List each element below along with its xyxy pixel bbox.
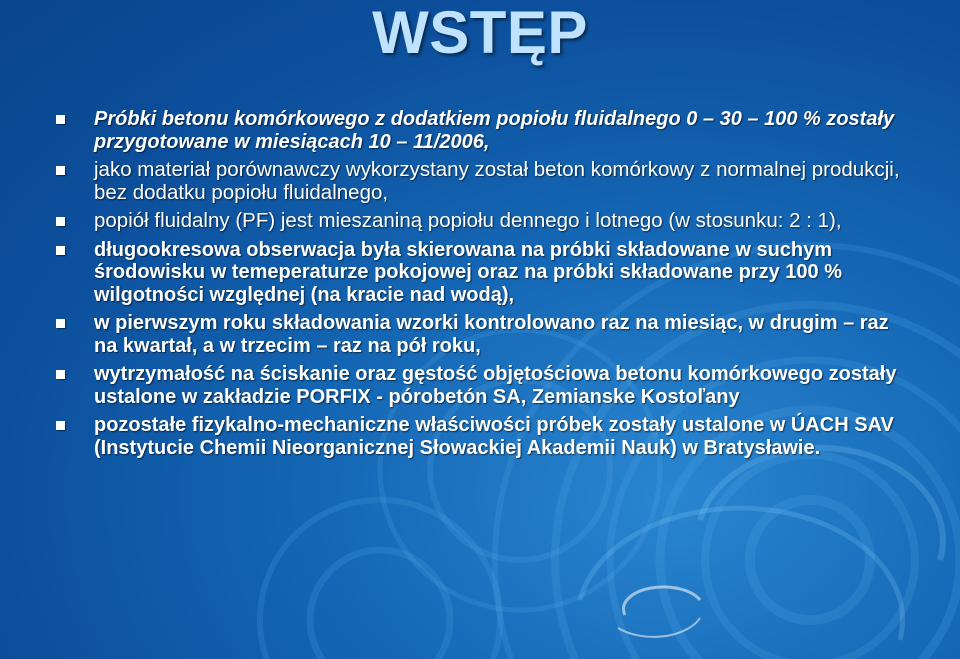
square-bullet-icon <box>56 421 65 430</box>
bullet-item <box>56 312 906 357</box>
square-bullet-icon <box>56 370 65 379</box>
bullet-item <box>56 363 906 408</box>
bullet-text: pozostałe fizykalno-mechaniczne właściwości próbek zostały ustalone w ÚACH SAV (Instytucie Chemii Nieorganicznej Słowackiej Akademii Nauk) w Bratysławie. <box>94 414 894 459</box>
bullet-list <box>56 108 906 465</box>
bullet-item <box>56 239 906 307</box>
bullet-item <box>56 159 906 204</box>
bullet-item <box>56 108 906 153</box>
square-bullet-icon <box>56 246 65 255</box>
bullet-text: w pierwszym roku składowania wzorki kontrolowano raz na miesiąc, w drugim – raz na kwartał, a w trzecim – raz na pół roku, <box>94 312 889 357</box>
square-bullet-icon <box>56 166 65 175</box>
bullet-text: długookresowa obserwacja była skierowana na próbki składowane w suchym środowisku w temeperaturze pokojowej oraz na próbki składowane przy 100 % wilgotności względnej (na kracie nad wodą), <box>94 238 842 306</box>
square-bullet-icon <box>56 217 65 226</box>
bullet-item <box>56 210 906 233</box>
bullet-text: jako materiał porównawczy wykorzystany został beton komórkowy z normalnej produkcji, bez dodatku popiołu fluidalnego, <box>94 158 900 204</box>
bullet-text: popiół fluidalny (PF) jest mieszaniną popiołu dennego i lotnego (w stosunku: 2 : 1), <box>94 209 842 232</box>
bullet-item <box>56 414 906 459</box>
slide-title: WSTĘP <box>372 0 588 66</box>
square-bullet-icon <box>56 115 65 124</box>
bullet-text: Próbki betonu komórkowego z dodatkiem popiołu fluidalnego 0 – 30 – 100 % zostały przygotowane w miesiącach 10 – 11/2006, <box>94 108 895 153</box>
square-bullet-icon <box>56 319 65 328</box>
bullet-text: wytrzymałość na ściskanie oraz gęstość objętościowa betonu komórkowego zostały ustalone w zakładzie PORFIX - pórobetón SA, Zemianske Kostoľany <box>94 363 897 408</box>
